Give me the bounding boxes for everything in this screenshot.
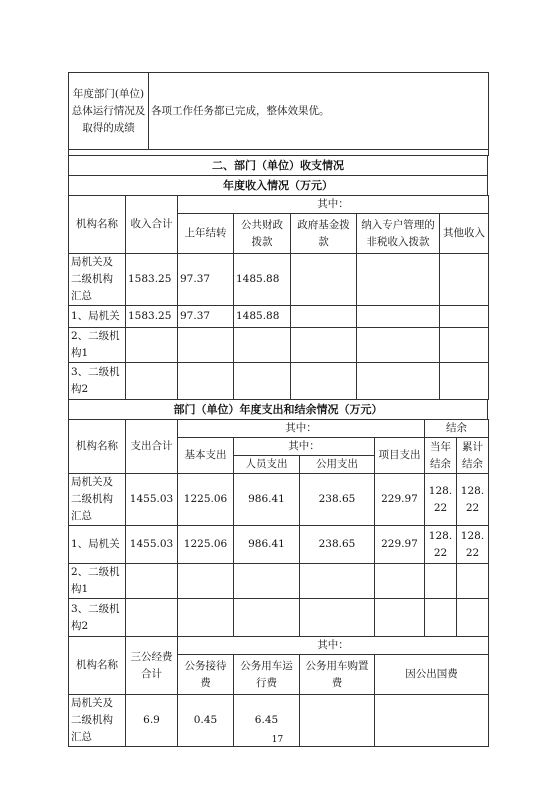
row-cell [178, 363, 234, 400]
row-personnel: 986.41 [234, 474, 300, 526]
income-header-other: 其他收入 [440, 214, 489, 254]
row-cum-balance [457, 564, 489, 599]
row-year-balance: 128.22 [425, 526, 457, 564]
income-title: 年度收入情况（万元） [69, 176, 488, 196]
row-org-name: 3、二级机构2 [69, 363, 126, 400]
table-row [69, 474, 489, 526]
summary-label-line: 总体运行情况及 [71, 104, 146, 117]
three-header-abroad: 因公出国费 [375, 655, 489, 695]
row-cell [440, 254, 489, 306]
row-year-balance [425, 564, 457, 599]
expense-header-total: 支出合计 [126, 420, 178, 474]
table-row [69, 564, 489, 599]
table-row [69, 306, 489, 328]
row-org-name: 局机关及二级机构汇总 [69, 474, 126, 526]
row-cell [357, 363, 440, 400]
row-cell: 97.37 [178, 306, 234, 328]
table-row [69, 254, 489, 306]
row-cum-balance [457, 599, 489, 637]
row-total [126, 363, 178, 400]
page-number: 17 [271, 735, 284, 745]
row-year-balance: 128.22 [425, 474, 457, 526]
three-header-reception: 公务接待费 [178, 655, 234, 695]
row-cell [234, 328, 291, 363]
expense-header-of2: 其中： [234, 438, 375, 456]
row-total [126, 328, 178, 363]
income-header-of: 其中： [178, 196, 489, 214]
expense-header-public: 公用支出 [300, 456, 375, 474]
row-cell: 97.37 [178, 254, 234, 306]
row-personnel [234, 564, 300, 599]
row-total: 1455.03 [126, 526, 178, 564]
expense-header-of: 其中： [178, 420, 425, 438]
row-cell [291, 328, 357, 363]
row-total: 6.9 [126, 695, 178, 747]
expense-header-personnel: 人员支出 [234, 456, 300, 474]
row-personnel [234, 599, 300, 637]
summary-label-line: 取得的成绩 [82, 121, 135, 134]
row-org-name: 局机关及二级机构汇总 [69, 695, 126, 747]
row-basic [178, 564, 234, 599]
summary-label-line: 年度部门(单位) [72, 87, 145, 100]
row-cell: 1485.88 [234, 306, 291, 328]
income-table [68, 195, 489, 400]
row-cum-balance: 128.22 [457, 526, 489, 564]
expense-header-balance: 结余 [425, 420, 489, 438]
expense-header-project: 项目支出 [375, 438, 425, 474]
row-total: 1583.25 [126, 306, 178, 328]
row-cell [291, 306, 357, 328]
row-basic: 1225.06 [178, 474, 234, 526]
section-title: 二、部门（单位）收支情况 [69, 156, 488, 176]
row-basic: 1225.06 [178, 526, 234, 564]
expense-table [68, 419, 489, 637]
table-row [69, 599, 489, 637]
row-year-balance [425, 599, 457, 637]
document-page [68, 72, 488, 747]
table-row [69, 363, 489, 400]
summary-table [68, 72, 489, 156]
three-header-total: 三公经费合计 [126, 637, 178, 695]
expense-header-year-balance: 当年结余 [425, 438, 457, 474]
row-public [300, 564, 375, 599]
row-public [300, 599, 375, 637]
three-header-org: 机构名称 [69, 637, 126, 695]
row-cum-balance: 128.22 [457, 474, 489, 526]
row-cell: 0.45 [178, 695, 234, 747]
row-cell [357, 328, 440, 363]
row-public: 238.65 [300, 526, 375, 564]
row-org-name: 3、二级机构2 [69, 599, 126, 637]
row-public: 238.65 [300, 474, 375, 526]
row-cell [357, 254, 440, 306]
three-header-vehicle-buy: 公务用车购置费 [300, 655, 375, 695]
row-cell [440, 328, 489, 363]
row-org-name: 1、局机关 [69, 306, 126, 328]
row-cell [440, 363, 489, 400]
row-total: 1455.03 [126, 474, 178, 526]
expense-header-basic: 基本支出 [178, 438, 234, 474]
expense-header-org: 机构名称 [69, 420, 126, 474]
row-basic [178, 599, 234, 637]
row-project: 229.97 [375, 474, 425, 526]
expense-title: 部门（单位）年度支出和结余情况（万元） [69, 400, 488, 420]
row-cell [357, 306, 440, 328]
row-org-name: 1、局机关 [69, 526, 126, 564]
expense-header-cum-balance: 累计结余 [457, 438, 489, 474]
three-header-of: 其中： [178, 637, 489, 655]
row-org-name: 2、二级机构1 [69, 564, 126, 599]
expense-title-table [68, 399, 488, 420]
row-org-name: 2、二级机构1 [69, 328, 126, 363]
row-project: 229.97 [375, 526, 425, 564]
row-cell [291, 363, 357, 400]
three-header-vehicle-run: 公务用车运行费 [234, 655, 300, 695]
income-header-public-finance: 公共财政拨款 [234, 214, 291, 254]
row-total: 1583.25 [126, 254, 178, 306]
income-header-total: 收入合计 [126, 196, 178, 254]
section-title-table [68, 155, 488, 196]
three-public-table [68, 636, 489, 747]
income-header-carryover: 上年结转 [178, 214, 234, 254]
row-project [375, 564, 425, 599]
row-org-name: 局机关及二级机构汇总 [69, 254, 126, 306]
table-row [69, 526, 489, 564]
row-cell [291, 254, 357, 306]
row-total [126, 564, 178, 599]
income-header-nontax: 纳入专户管理的非税收入拨款 [357, 214, 440, 254]
table-row [69, 328, 489, 363]
row-cell [440, 306, 489, 328]
row-personnel: 986.41 [234, 526, 300, 564]
row-cell [178, 328, 234, 363]
summary-text: 各项工作任务都已完成，整体效果优。 [149, 73, 489, 150]
row-total [126, 599, 178, 637]
row-cell [234, 363, 291, 400]
row-cell: 6.45 [234, 695, 300, 747]
income-header-org: 机构名称 [69, 196, 126, 254]
row-cell: 1485.88 [234, 254, 291, 306]
row-project [375, 599, 425, 637]
income-header-gov-fund: 政府基金拨款 [291, 214, 357, 254]
summary-label [69, 73, 149, 150]
